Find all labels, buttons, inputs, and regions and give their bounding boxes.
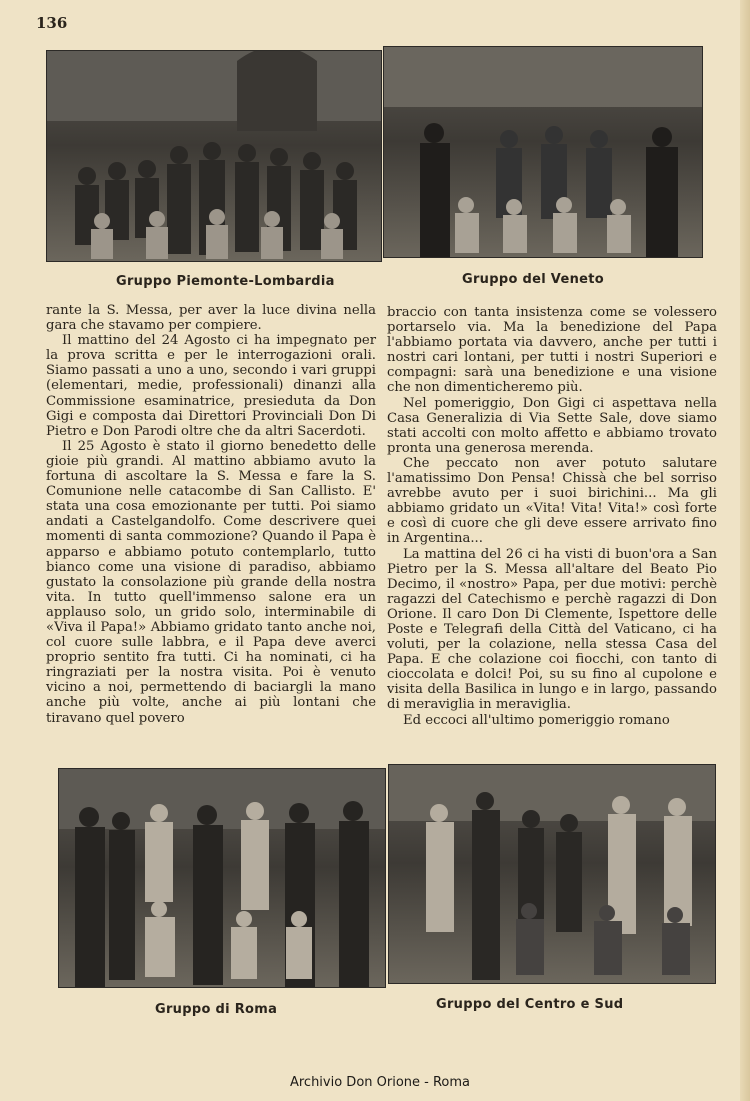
paragraph: braccio con tanta insistenza come se volessero portarselo via. Ma la benedizione del Papa l'abbiamo portata via davvero, anche per tutti i nostri cari lontani, per tutti i nostri Superiori e compagni: sarà una benedizione e una visione che non dimenticheremo più.: [387, 305, 717, 396]
paragraph: rante la S. Messa, per aver la luce divina nella gara che stavamo per compiere.: [46, 303, 376, 334]
paragraph: Il mattino del 24 Agosto ci ha impegnato per la prova scritta e per le interrogazioni orali. Siamo passati a uno a uno, secondo i vari gruppi (elementari, medie, professionali) dinanzi alla Commissione esaminatrice, presieduta da Don Gigi e composta dai Direttori Provinciali Don Di Pietro e Don Parodi oltre che da altri Sacerdoti.: [46, 333, 376, 439]
paragraph: Ed eccoci all'ultimo pomeriggio romano: [403, 712, 670, 728]
caption-centro-sud: Gruppo del Centro e Sud: [436, 997, 624, 1012]
page-edge: [740, 0, 750, 1101]
group-photo-figures: [59, 769, 385, 987]
group-photo-figures: [47, 51, 381, 261]
caption-piemonte-lombardia: Gruppo Piemonte-Lombardia: [116, 274, 335, 289]
group-photo-figures: [389, 765, 715, 983]
paragraph: Il 25 Agosto è stato il giorno benedetto delle gioie più grandi. Al mattino abbiamo avuto la fortuna di ascoltare la S. Messa e fare la S. Comunione nelle catacombe di San Callisto. E' stata una cosa emozionante per tutti. Poi siamo andati a Castelgandolfo. Come descrivere quei momenti di santa commozione? Quando il Papa è apparso e abbiamo potuto contemplarlo, tutto bianco come una visione di paradiso, abbiamo gustato la consolazione più grande della nostra vita. In tutto quell'immenso salone era un applauso solo, un grido solo, interminabile di «Viva il Papa!» Abbiamo gridato tanto anche noi, col cuore sulle labbra, e il Papa deve averci proprio sentito fra tutti. Ci ha nominati, ci ha ringraziati per la nostra visita. Poi è venuto vicino a noi, permettendo di baciargli la mano anche più volte, anche ai più lontani che tiravano quel povero: [46, 438, 376, 726]
caption-veneto: Gruppo del Veneto: [462, 272, 604, 287]
paragraph: La mattina del 26 ci ha visti di buon'ora a San Pietro per la S. Messa all'altare del Beato Pio Decimo, il «nostro» Papa, per due motivi: perchè ragazzi del Catechismo e perchè ragazzi di Don Orione. Il caro Don Di Clemente, Ispettore delle Poste e Telegrafi della Città del Vaticano, ci ha voluti, per la colazione, nella stessa Casa del Papa. E che colazione coi fiocchi, con tanto di cioccolata e dolci! Poi, su su fino al cupolone e visita della Basilica in lungo e in largo, passando di meraviglia in meraviglia.: [387, 546, 717, 713]
archive-footer: Archivio Don Orione - Roma: [289, 1075, 471, 1090]
group-photo-figures: [384, 47, 702, 257]
caption-roma: Gruppo di Roma: [155, 1002, 278, 1017]
photo-piemonte-lombardia: [46, 50, 382, 262]
photo-roma: [58, 768, 386, 988]
paragraph: Che peccato non aver potuto salutare l'amatissimo Don Pensa! Chissà che bel sorriso avrebbe avuto per i suoi birichini... Ma gli abbiamo gridato un «Vita! Vita! Vita!» così forte e così di cuore che gli deve essere arrivato fino in Argentina...: [387, 455, 717, 547]
photo-veneto: [383, 46, 703, 258]
left-text-column: [46, 303, 376, 726]
right-text-column: [387, 305, 717, 728]
photo-centro-sud: [388, 764, 716, 984]
page-number: 136: [36, 14, 68, 32]
paragraph: Nel pomeriggio, Don Gigi ci aspettava nella Casa Generalizia di Via Sette Sale, dove siamo stati accolti con molto affetto e abbiamo trovato pronta una generosa merenda.: [387, 395, 717, 456]
